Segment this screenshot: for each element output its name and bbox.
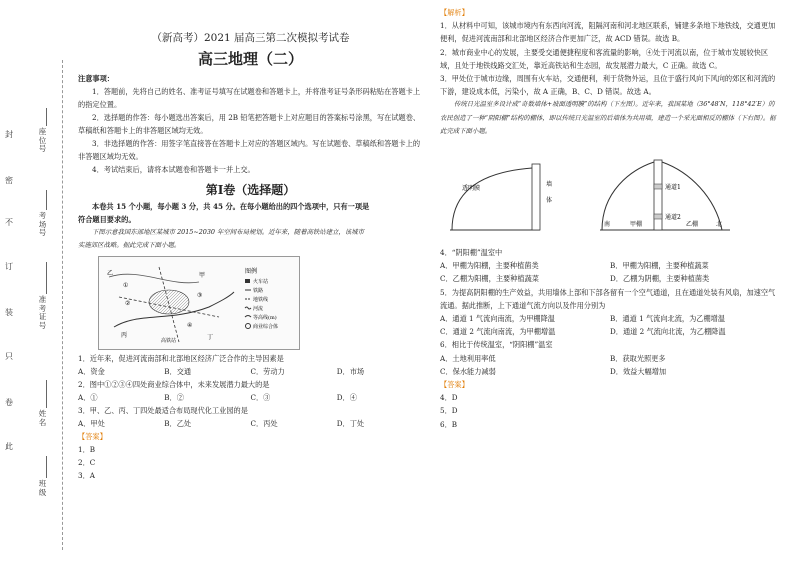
left-column (78, 30, 423, 482)
question: 6．相比于传统温室，“阴阳棚”温室 (440, 340, 553, 350)
option: B．交通 (164, 367, 192, 376)
analysis-item: 2．城市商业中心的发展，主要受交通便捷程度和客流量的影响，④处于河流以南，位于城市发展较快区域，且处于地铁线路交汇处，靠近高铁站和生态园，故发展潜力最大，C 正确。故选 C。 (440, 47, 769, 70)
city-map-drawing (99, 257, 299, 349)
option: C．通道 2 气流向南流，为甲棚增温 (440, 327, 556, 337)
legend-item: 等高线(m) (253, 315, 277, 321)
exam-title: （新高考）2021 届高三第二次模拟考试卷 (151, 32, 350, 44)
question-options (440, 325, 780, 338)
legend-item: 商业综合体 (253, 324, 279, 330)
option: A．甲棚为阳棚，主要种植菌类 (440, 261, 539, 271)
notice-item: 1．答题前，先将自己的姓名、准考证号填写在试题卷和答题卡上，并将准考证号条形码粘贴在答题卡上的指定位置。 (78, 87, 421, 109)
answer: 3．A (78, 471, 95, 480)
section-intro: 符合题目要求的。 (78, 215, 136, 224)
question: 1．近年来，促进河流南部和北部地区经济广泛合作的主导因素是 (78, 354, 284, 363)
class-line (46, 456, 47, 478)
question-options (78, 417, 423, 430)
name-line (46, 380, 47, 408)
diagram-label-film: 透明膜 (462, 185, 481, 193)
legend-title: 图例 (245, 268, 258, 275)
question: 3．甲、乙、丙、丁四处最适合布局现代化工业园的是 (78, 406, 248, 415)
seat-number-line (46, 108, 47, 126)
option: A．① (78, 393, 98, 402)
diagram-label-shed-a: 甲棚 (630, 221, 643, 229)
option: B．获取光照更多 (610, 353, 666, 363)
option: D．通道 2 气流向北流，为乙棚降温 (610, 327, 726, 337)
option: A．资金 (78, 367, 105, 376)
legend-commercial-icon (246, 324, 251, 329)
binding-char: 卷 (5, 398, 13, 407)
binding-char: 订 (5, 262, 13, 271)
binding-char: 此 (5, 442, 13, 451)
answer-label: 【答案】 (440, 380, 469, 390)
option: C．保水能力减弱 (440, 366, 496, 376)
map-label: 高铁站 (161, 338, 177, 344)
ticket-number-line (46, 262, 47, 294)
map-label: ① (123, 282, 129, 289)
option: B．乙处 (164, 419, 192, 428)
binding-char: 密 (5, 176, 13, 185)
option: D．丁处 (336, 419, 365, 428)
passage: 实施郊区战略。据此完成下面小题。 (78, 241, 181, 249)
option: B．通道 1 气流向北流，为乙棚增温 (610, 314, 726, 324)
name-label: 姓名 (38, 409, 47, 427)
option: D．市场 (336, 367, 365, 376)
option: A．甲处 (78, 419, 105, 428)
notice-item: 4．考试结束后，请将本试题卷和答题卡一并上交。 (92, 165, 255, 174)
analysis-item: 3．甲处位于城市边缘，周围有火车站，交通便利，利于货物外运，且位于盛行风向下风向的郊区和河流的下游，建设成本低，污染小，故 A 正确，B、C、D 错误。故选 A。 (440, 74, 776, 97)
option: A．土地利用率低 (440, 353, 496, 363)
answer: 4．D (440, 393, 458, 403)
notice-item: 2．选择题的作答：每小题选出答案后，用 2B 铅笔把答题卡上对应题目的答案标号涂黑，写在试题卷、草稿纸和答题卡上的非答题区域均无效。 (78, 113, 421, 135)
option: C．丙处 (250, 419, 278, 428)
option: A．通道 1 气流向南流，为甲棚降温 (440, 314, 555, 324)
diagram-label-channel-2: 通道2 (665, 214, 681, 222)
option: D．效益大幅增加 (610, 366, 667, 376)
question: 2．图中①②③④四处商业综合体中，未来发展潜力最大的是 (78, 380, 270, 389)
option: B．② (164, 393, 184, 402)
map-label: ③ (197, 292, 203, 299)
option: D．乙棚为阴棚，主要种植菌类 (610, 274, 710, 284)
diagram-label-wall: 体 (546, 197, 553, 205)
binding-char: 不 (5, 218, 13, 227)
subject-title: 高三地理（二） (197, 50, 303, 68)
analysis-item: 1．从材料中可知，该城市境内有东西向河流，阻隔河南和河北地区联系，铺建多条地下地铁线，交通更加便利，促进河流南部和北部地区经济合作更加广泛，故 ACD 错误。故选 B。 (440, 21, 776, 44)
exam-room-label: 考场号 (38, 211, 47, 237)
greenhouse-diagram (440, 142, 780, 242)
city-map-figure (98, 256, 300, 350)
answer: 1．B (78, 445, 96, 454)
legend-river-icon (245, 307, 251, 309)
question: 5．为提高阴阳棚的生产效益，共用墙体上部和下部各留有一个空气通道，且在通道处装有风扇，加速空气流通。据此推断，上下通道气流方向以及作用分别为 (440, 287, 776, 310)
ticket-number-label: 准考证号 (38, 295, 47, 330)
section-intro: 本卷共 15 个小题，每小题 3 分，共 45 分。在每小题给出的四个选项中，只有一项是 (92, 202, 370, 211)
answer-label: 【答案】 (78, 432, 107, 441)
seat-number-label: 座位号 (38, 127, 47, 153)
option: C．③ (250, 393, 271, 402)
option: C．劳动力 (250, 367, 285, 376)
answer: 5．D (440, 406, 458, 416)
question-options (440, 259, 780, 272)
legend-item: 铁路 (253, 288, 264, 294)
right-column (440, 6, 780, 431)
greenhouse-drawing (440, 142, 780, 242)
analysis-label: 【解析】 (440, 8, 469, 17)
question-options (78, 391, 423, 404)
question-options (78, 365, 423, 378)
question-options (440, 365, 780, 378)
option: D．④ (336, 393, 357, 402)
map-label: 甲 (199, 272, 206, 279)
binding-dashed-line (62, 60, 63, 550)
question: 4．“阴阳棚”温室中 (440, 248, 503, 258)
diagram-label-channel-1: 通道1 (665, 184, 681, 192)
notice-item: 3．非选择题的作答：用签字笔直接答在答题卡上对应的答题区域内。写在试题卷、草稿纸和答题卡上的非答题区域均无效。 (78, 139, 421, 161)
diagram-label-wall: 墙 (546, 181, 553, 189)
notice-title: 注意事项： (78, 74, 114, 83)
answer: 6．B (440, 419, 458, 429)
binding-char: 装 (5, 308, 13, 317)
map-label: ② (125, 300, 131, 307)
exam-room-line (46, 190, 47, 210)
question-options (440, 352, 780, 365)
map-label: ④ (187, 322, 193, 329)
passage: 传统日光温室多设计成“奇数墙体+坡面透明膜”的结构（下左图）。近年来，我国某地（36°48′N，118°42′E）的农民创造了一种“阴阳棚”结构的棚体，即以传统日光温室的后墙体为共用墙，建造一个采光面相反的棚体（下右图）。据此完成下面小题。 (440, 100, 776, 135)
question-options (440, 272, 780, 285)
option: C．乙棚为阳棚，主要种植蔬菜 (440, 274, 539, 284)
section-title: 第Ⅰ卷（选择题） (205, 183, 296, 197)
legend-item: 火车站 (253, 279, 269, 285)
map-label: 丙 (121, 332, 128, 339)
legend-train-station-icon (245, 279, 250, 283)
map-label: 乙 (107, 270, 114, 277)
binding-char: 只 (5, 352, 13, 361)
class-label: 班级 (38, 479, 47, 497)
option: B．甲棚为阳棚，主要种植蔬菜 (610, 261, 709, 271)
answer: 2．C (78, 458, 96, 467)
diagram-label-shed-b: 乙棚 (686, 221, 699, 229)
binding-char: 封 (5, 130, 13, 139)
diagram-label-south: 南 (604, 221, 611, 229)
legend-item: 地铁线 (253, 297, 269, 303)
diagram-label-north: 北 (716, 221, 723, 229)
legend-contour-icon (245, 316, 251, 318)
legend-item: 河流 (253, 306, 264, 312)
passage: 下图示意我国东部地区某城市 2015~2030 年空间布局规划。近年来，随着高铁站建立，该城市 (92, 228, 365, 236)
question-options (440, 312, 780, 325)
map-label: 丁 (207, 334, 214, 341)
